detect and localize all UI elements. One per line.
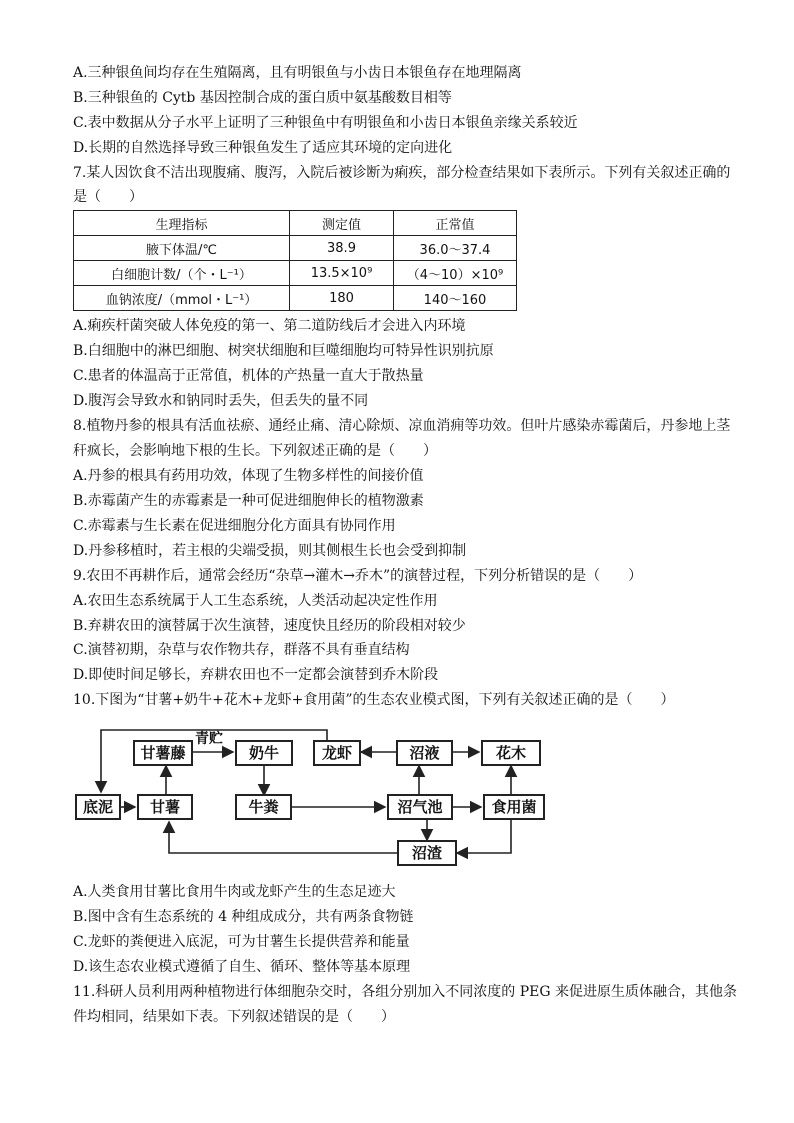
q9-stem: 9.农田不再耕作后，通常会经历“杂草→灌木→乔木”的演替过程，下列分析错误的是（ ） [73, 568, 643, 584]
q9-option-c: C.演替初期，杂草与农作物共存，群落不具有垂直结构 [73, 642, 410, 658]
q7-option-b: B.白细胞中的淋巴细胞、树突状细胞和巨噬细胞均可特异性识别抗原 [73, 343, 494, 359]
table-header: 正常值 [394, 211, 517, 236]
table-cell: 13.5×10⁹ [290, 261, 394, 286]
q6-option-d: D.长期的自然选择导致三种银鱼发生了适应其环境的定向进化 [73, 140, 453, 156]
table-row [74, 261, 517, 286]
table-cell: 38.9 [290, 236, 394, 261]
node-ganshuteng: 甘薯藤 [133, 740, 193, 766]
q9-option-d: D.即使时间足够长，弃耕农田也不一定都会演替到乔木阶段 [73, 667, 439, 683]
table-cell: 36.0～37.4 [394, 236, 517, 261]
node-ganshu: 甘薯 [137, 794, 193, 820]
q8-option-d: D.丹参移植时，若主根的尖端受损，则其侧根生长也会受到抑制 [73, 543, 467, 559]
node-shiyongjun: 食用菌 [483, 794, 545, 820]
q7-option-d: D.腹泻会导致水和钠同时丢失，但丢失的量不同 [73, 393, 369, 409]
q6-option-b: B.三种银鱼的 Cytb 基因控制合成的蛋白质中氨基酸数目相等 [73, 90, 452, 106]
q8-stem-line2: 秆疯长，会影响地下根的生长。下列叙述正确的是（ ） [73, 443, 437, 459]
node-niufen: 牛粪 [235, 794, 292, 820]
arrow-shiyongjun-zhaozha [457, 819, 511, 853]
q8-stem-line1: 8.植物丹参的根具有活血祛瘀、通经止痛、清心除烦、凉血消痈等功效。但叶片感染赤霉菌后，丹参地上茎 [73, 418, 731, 434]
q6-option-c: C.表中数据从分子水平上证明了三种银鱼中有明银鱼和小齿日本银鱼亲缘关系较近 [73, 115, 578, 131]
q9-option-a: A.农田生态系统属于人工生态系统，人类活动起决定性作用 [73, 593, 438, 609]
node-zhaoqichi: 沼气池 [387, 794, 453, 820]
node-dini: 底泥 [75, 794, 121, 820]
table-cell: 140～160 [394, 286, 517, 311]
table-header: 测定值 [290, 211, 394, 236]
q10-option-d: D.该生态农业模式遵循了自生、循环、整体等基本原理 [73, 959, 411, 975]
q11-stem-line2: 件均相同，结果如下表。下列叙述错误的是（ ） [73, 1009, 395, 1025]
node-longxia: 龙虾 [313, 740, 361, 766]
node-zhaozha: 沼渣 [397, 840, 457, 866]
q10-stem: 10.下图为“甘薯+奶牛+花木+龙虾+食用菌”的生态农业模式图，下列有关叙述正确的是（ ） [73, 692, 675, 708]
table-row [74, 286, 517, 311]
eco-agriculture-diagram [71, 722, 549, 870]
q7-option-a: A.痢疾杆菌突破人体免疫的第一、第二道防线后才会进入内环境 [73, 318, 466, 334]
q10-option-a: A.人类食用甘薯比食用牛肉或龙虾产生的生态足迹大 [73, 884, 396, 900]
node-nainiu: 奶牛 [235, 740, 293, 766]
node-zhaoye: 沼液 [396, 740, 453, 766]
q11-stem-line1: 11.科研人员利用两种植物进行体细胞杂交时，各组分别加入不同浓度的 PEG 来促进原生质体融合，其他条 [73, 984, 737, 1000]
table-cell: 白细胞计数/（个・L⁻¹） [74, 261, 290, 286]
q9-option-b: B.弃耕农田的演替属于次生演替，速度快且经历的阶段相对较少 [73, 618, 466, 634]
arrow-zhaozha-ganshu [169, 822, 397, 853]
table-header: 生理指标 [74, 211, 290, 236]
table-row [74, 236, 517, 261]
q7-option-c: C.患者的体温高于正常值，机体的产热量一直大于散热量 [73, 368, 424, 384]
q7-stem-line1: 7.某人因饮食不洁出现腹痛、腹泻，入院后被诊断为痢疾，部分检查结果如下表所示。下列有关叙述正确的 [73, 165, 731, 181]
node-huamu: 花木 [481, 740, 541, 766]
q10-option-b: B.图中含有生态系统的 4 种组成成分，共有两条食物链 [73, 909, 414, 925]
q8-option-a: A.丹参的根具有药用功效，体现了生物多样性的间接价值 [73, 468, 424, 484]
table-header-row [74, 211, 517, 236]
q8-option-b: B.赤霉菌产生的赤霉素是一种可促进细胞伸长的植物激素 [73, 493, 424, 509]
label-qingzhu: 青贮 [195, 731, 223, 747]
table-cell: 腋下体温/℃ [74, 236, 290, 261]
q7-stem-line2: 是（ ） [73, 189, 143, 205]
q7-table [73, 210, 517, 311]
table-cell: （4～10）×10⁹ [394, 261, 517, 286]
table-cell: 180 [290, 286, 394, 311]
q8-option-c: C.赤霉素与生长素在促进细胞分化方面具有协同作用 [73, 518, 396, 534]
table-cell: 血钠浓度/（mmol・L⁻¹） [74, 286, 290, 311]
q6-option-a: A.三种银鱼间均存在生殖隔离，且有明银鱼与小齿日本银鱼存在地理隔离 [73, 65, 522, 81]
q10-option-c: C.龙虾的粪便进入底泥，可为甘薯生长提供营养和能量 [73, 934, 410, 950]
